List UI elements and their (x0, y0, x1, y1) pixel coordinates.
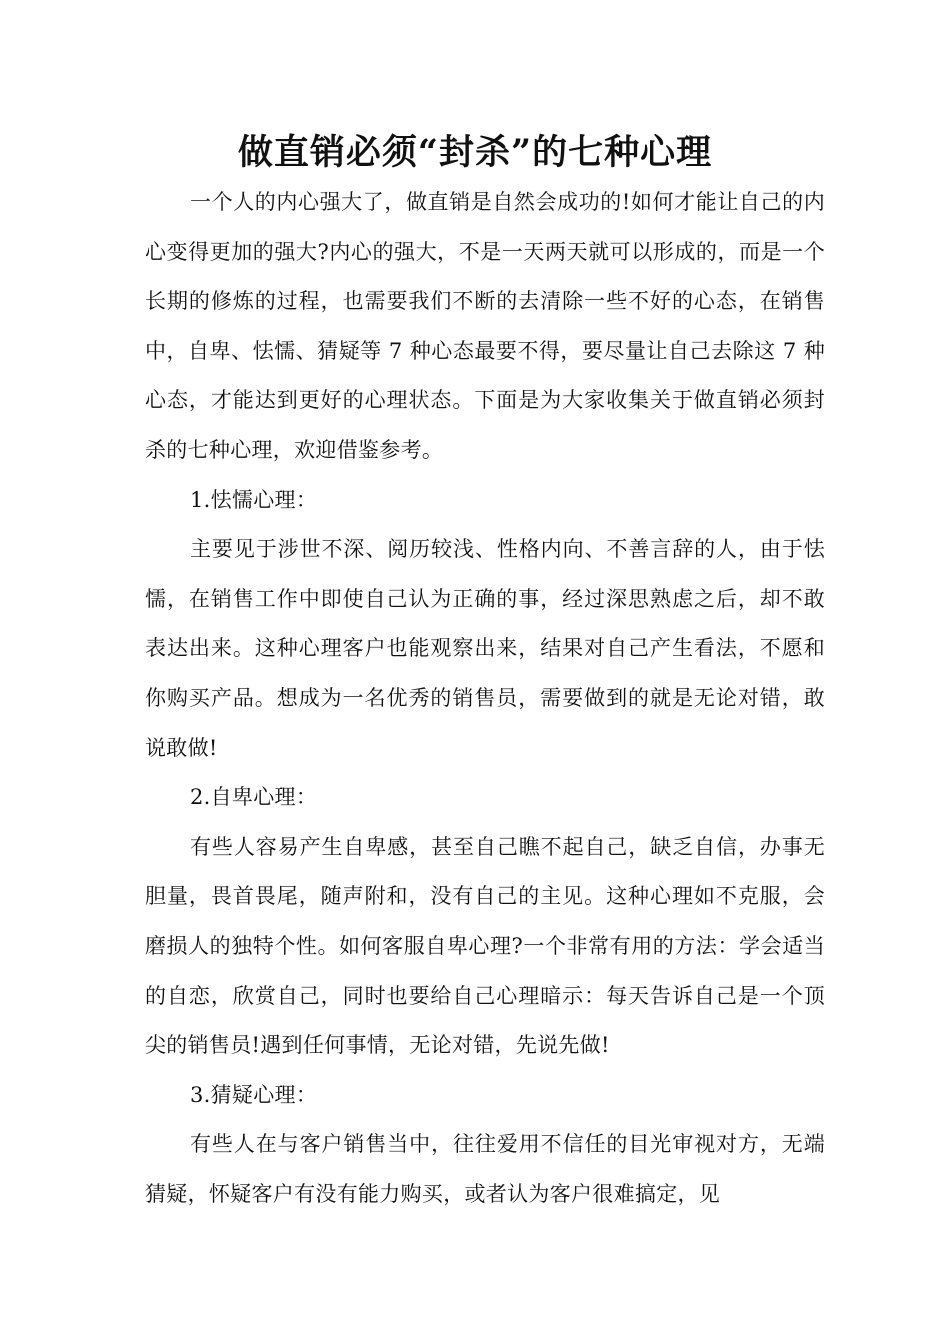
document-title: 做直销必须“封杀”的七种心理 (237, 132, 713, 173)
section-paragraph-2: 有些人容易产生自卑感，甚至自己瞧不起自己，缺乏自信，办事无胆量，畏首畏尾，随声附和，没有自己的主见。这种心理如不克服，会磨损人的独特个性。如何客服自卑心理?一个非常有用的方法：学会适当的自恋，欣赏自己，同时也要给自己心理暗示：每天告诉自己是一个顶尖的销售员!遇到任何事情，无论对错，先说先做! (145, 834, 825, 1058)
section-paragraph-1: 主要见于涉世不深、阅历较浅、性格内向、不善言辞的人，由于怯懦，在销售工作中即使自己认为正确的事，经过深思熟虑之后，却不敢表达出来。这种心理客户也能观察出来，结果对自己产生看法，不愿和你购买产品。想成为一名优秀的销售员，需要做到的就是无论对错，敢说敢做! (145, 537, 825, 760)
section-heading-1: 1.怯懦心理： (190, 487, 318, 512)
intro-paragraph: 一个人的内心强大了，做直销是自然会成功的!如何才能让自己的内心变得更加的强大?内心的强大，不是一天两天就可以形成的，而是一个长期的修炼的过程，也需要我们不断的去清除一些不好的心态，在销售中，自卑、怯懦、猜疑等 7 种心态最要不得，要尽量让自己去除这 7 种心态，才能达到更好的心理状态。下面是为大家收集关于做直销必须封杀的七种心理，欢迎借鉴参考。 (145, 190, 825, 462)
document-body (145, 178, 825, 1219)
section-heading-3: 3.猜疑心理： (190, 1082, 318, 1107)
section-paragraph-3: 有些人在与客户销售当中，往往爱用不信任的目光审视对方，无端猜疑，怀疑客户有没有能力购买，或者认为客户很难搞定，见 (145, 1132, 825, 1206)
section-heading-2: 2.自卑心理： (190, 785, 318, 810)
